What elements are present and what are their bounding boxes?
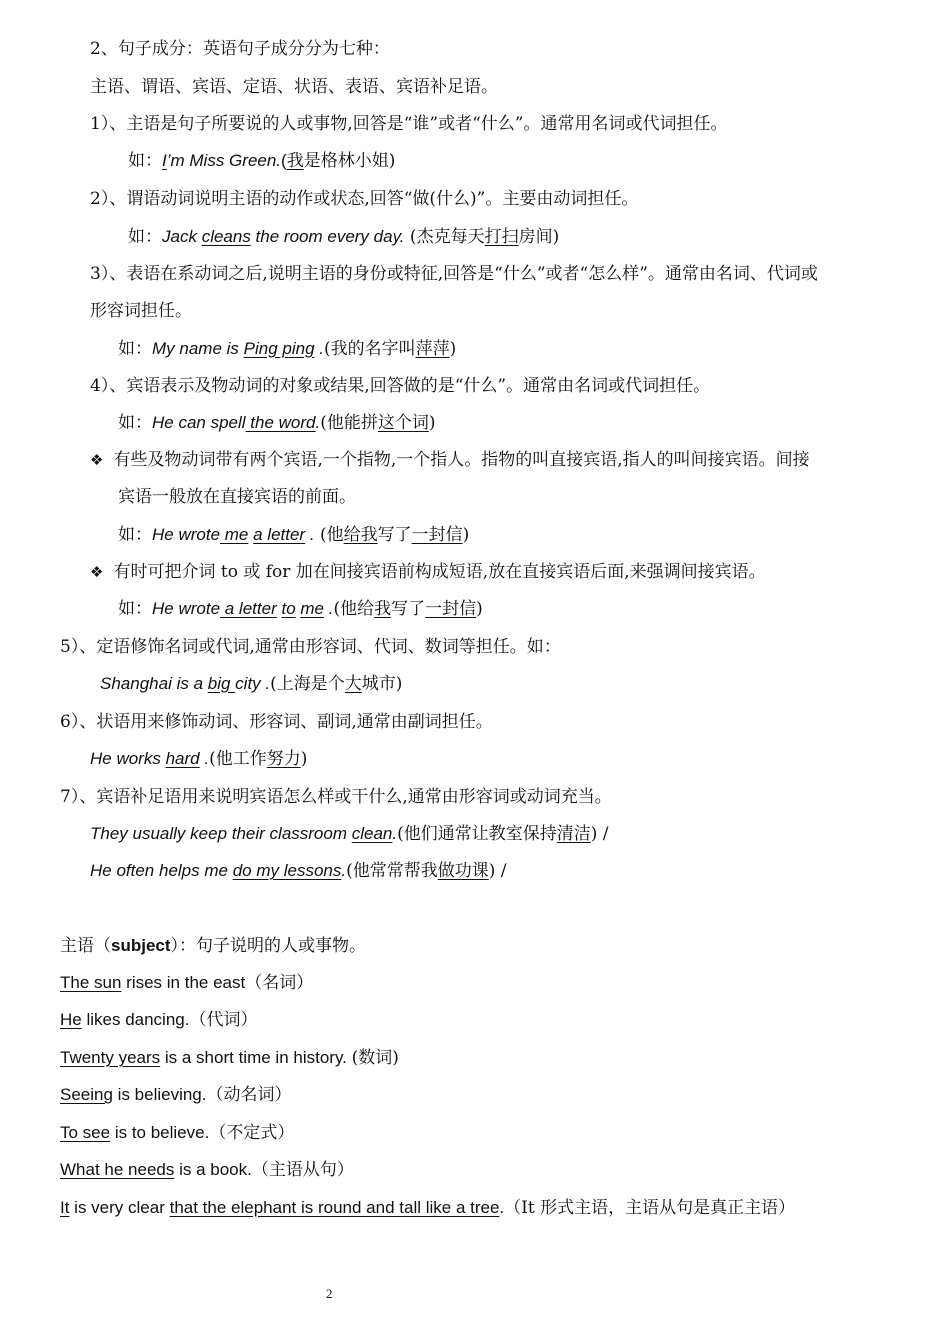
predicative-definition: 3）、表语在系动词之后,说明主语的身份或特征,回答是“什么”或者“怎么样”。通常由名词、代词或 [90,264,818,284]
preposition-example: 如：He wrote a letter to me .(他给我写了一封信) [118,599,483,619]
page-number: 2 [326,1286,333,1301]
complement-example-1: They usually keep their classroom clean.(他们通常让教室保持清洁) / [90,824,609,844]
attribute-definition: 5）、定语修饰名词或代词,通常由形容词、代词、数词等担任。如： [60,637,561,657]
section-heading: 2、句子成分：英语句子成分分为七种： [90,39,390,59]
subject-heading: 主语（subject）：句子说明的人或事物。 [60,936,367,956]
diamond-cross-bullet-icon: ❖ [90,563,104,581]
predicative-definition-cont: 形容词担任。 [90,301,192,321]
double-object-note: ❖ 有些及物动词带有两个宾语,一个指物,一个指人。指物的叫直接宾语,指人的叫间接宾语。间接 [90,450,810,470]
subject-example-clause: What he needs is a book.（主语从句） [60,1160,354,1180]
subject-example-gerund: Seeing is believing.（动名词） [60,1085,292,1105]
complement-definition: 7）、宾语补足语用来说明宾语怎么样或干什么,通常由形容词或动词充当。 [60,787,612,807]
component-list: 主语、谓语、宾语、定语、状语、表语、宾语补足语。 [90,77,498,97]
subject-example: 如：I’m Miss Green.(我是格林小姐) [128,151,396,171]
double-object-example: 如：He wrote me a letter . (他给我写了一封信) [118,525,470,545]
subject-definition: 1）、主语是句子所要说的人或事物,回答是“谁”或者“什么”。通常用名词或代词担任。 [90,114,728,134]
diamond-cross-bullet-icon: ❖ [90,451,104,469]
predicative-example: 如：My name is Ping ping .(我的名字叫萍萍) [118,339,457,359]
subject-example-infinitive: To see is to believe.（不定式） [60,1123,295,1143]
complement-example-2: He often helps me do my lessons.(他常常帮我做功课) / [90,861,507,881]
predicate-example: 如：Jack cleans the room every day. (杰克每天打扫房间) [128,227,560,247]
object-example: 如：He can spell the word.(他能拼这个词) [118,413,436,433]
double-object-note-cont: 宾语一般放在直接宾语的前面。 [118,487,356,507]
adverbial-definition: 6）、状语用来修饰动词、形容词、副词,通常由副词担任。 [60,712,493,732]
attribute-example: Shanghai is a big city .(上海是个大城市) [100,674,403,694]
preposition-note: ❖ 有时可把介词 to 或 for 加在间接宾语前构成短语,放在直接宾语后面,来强调间接宾语。 [90,562,766,582]
subject-example-numeral: Twenty years is a short time in history. (数词) [60,1048,399,1068]
object-definition: 4）、宾语表示及物动词的对象或结果,回答做的是“什么”。通常由名词或代词担任。 [90,376,711,396]
subject-example-formal-it: It is very clear that the elephant is round and tall like a tree.（It 形式主语，主语从句是真正主语） [60,1198,796,1218]
predicate-definition: 2）、谓语动词说明主语的动作或状态,回答“做(什么)”。主要由动词担任。 [90,189,639,209]
subject-example-pronoun: He likes dancing.（代词） [60,1010,258,1030]
subject-example-noun: The sun rises in the east（名词） [60,973,314,993]
adverbial-example: He works hard .(他工作努力) [90,749,308,769]
